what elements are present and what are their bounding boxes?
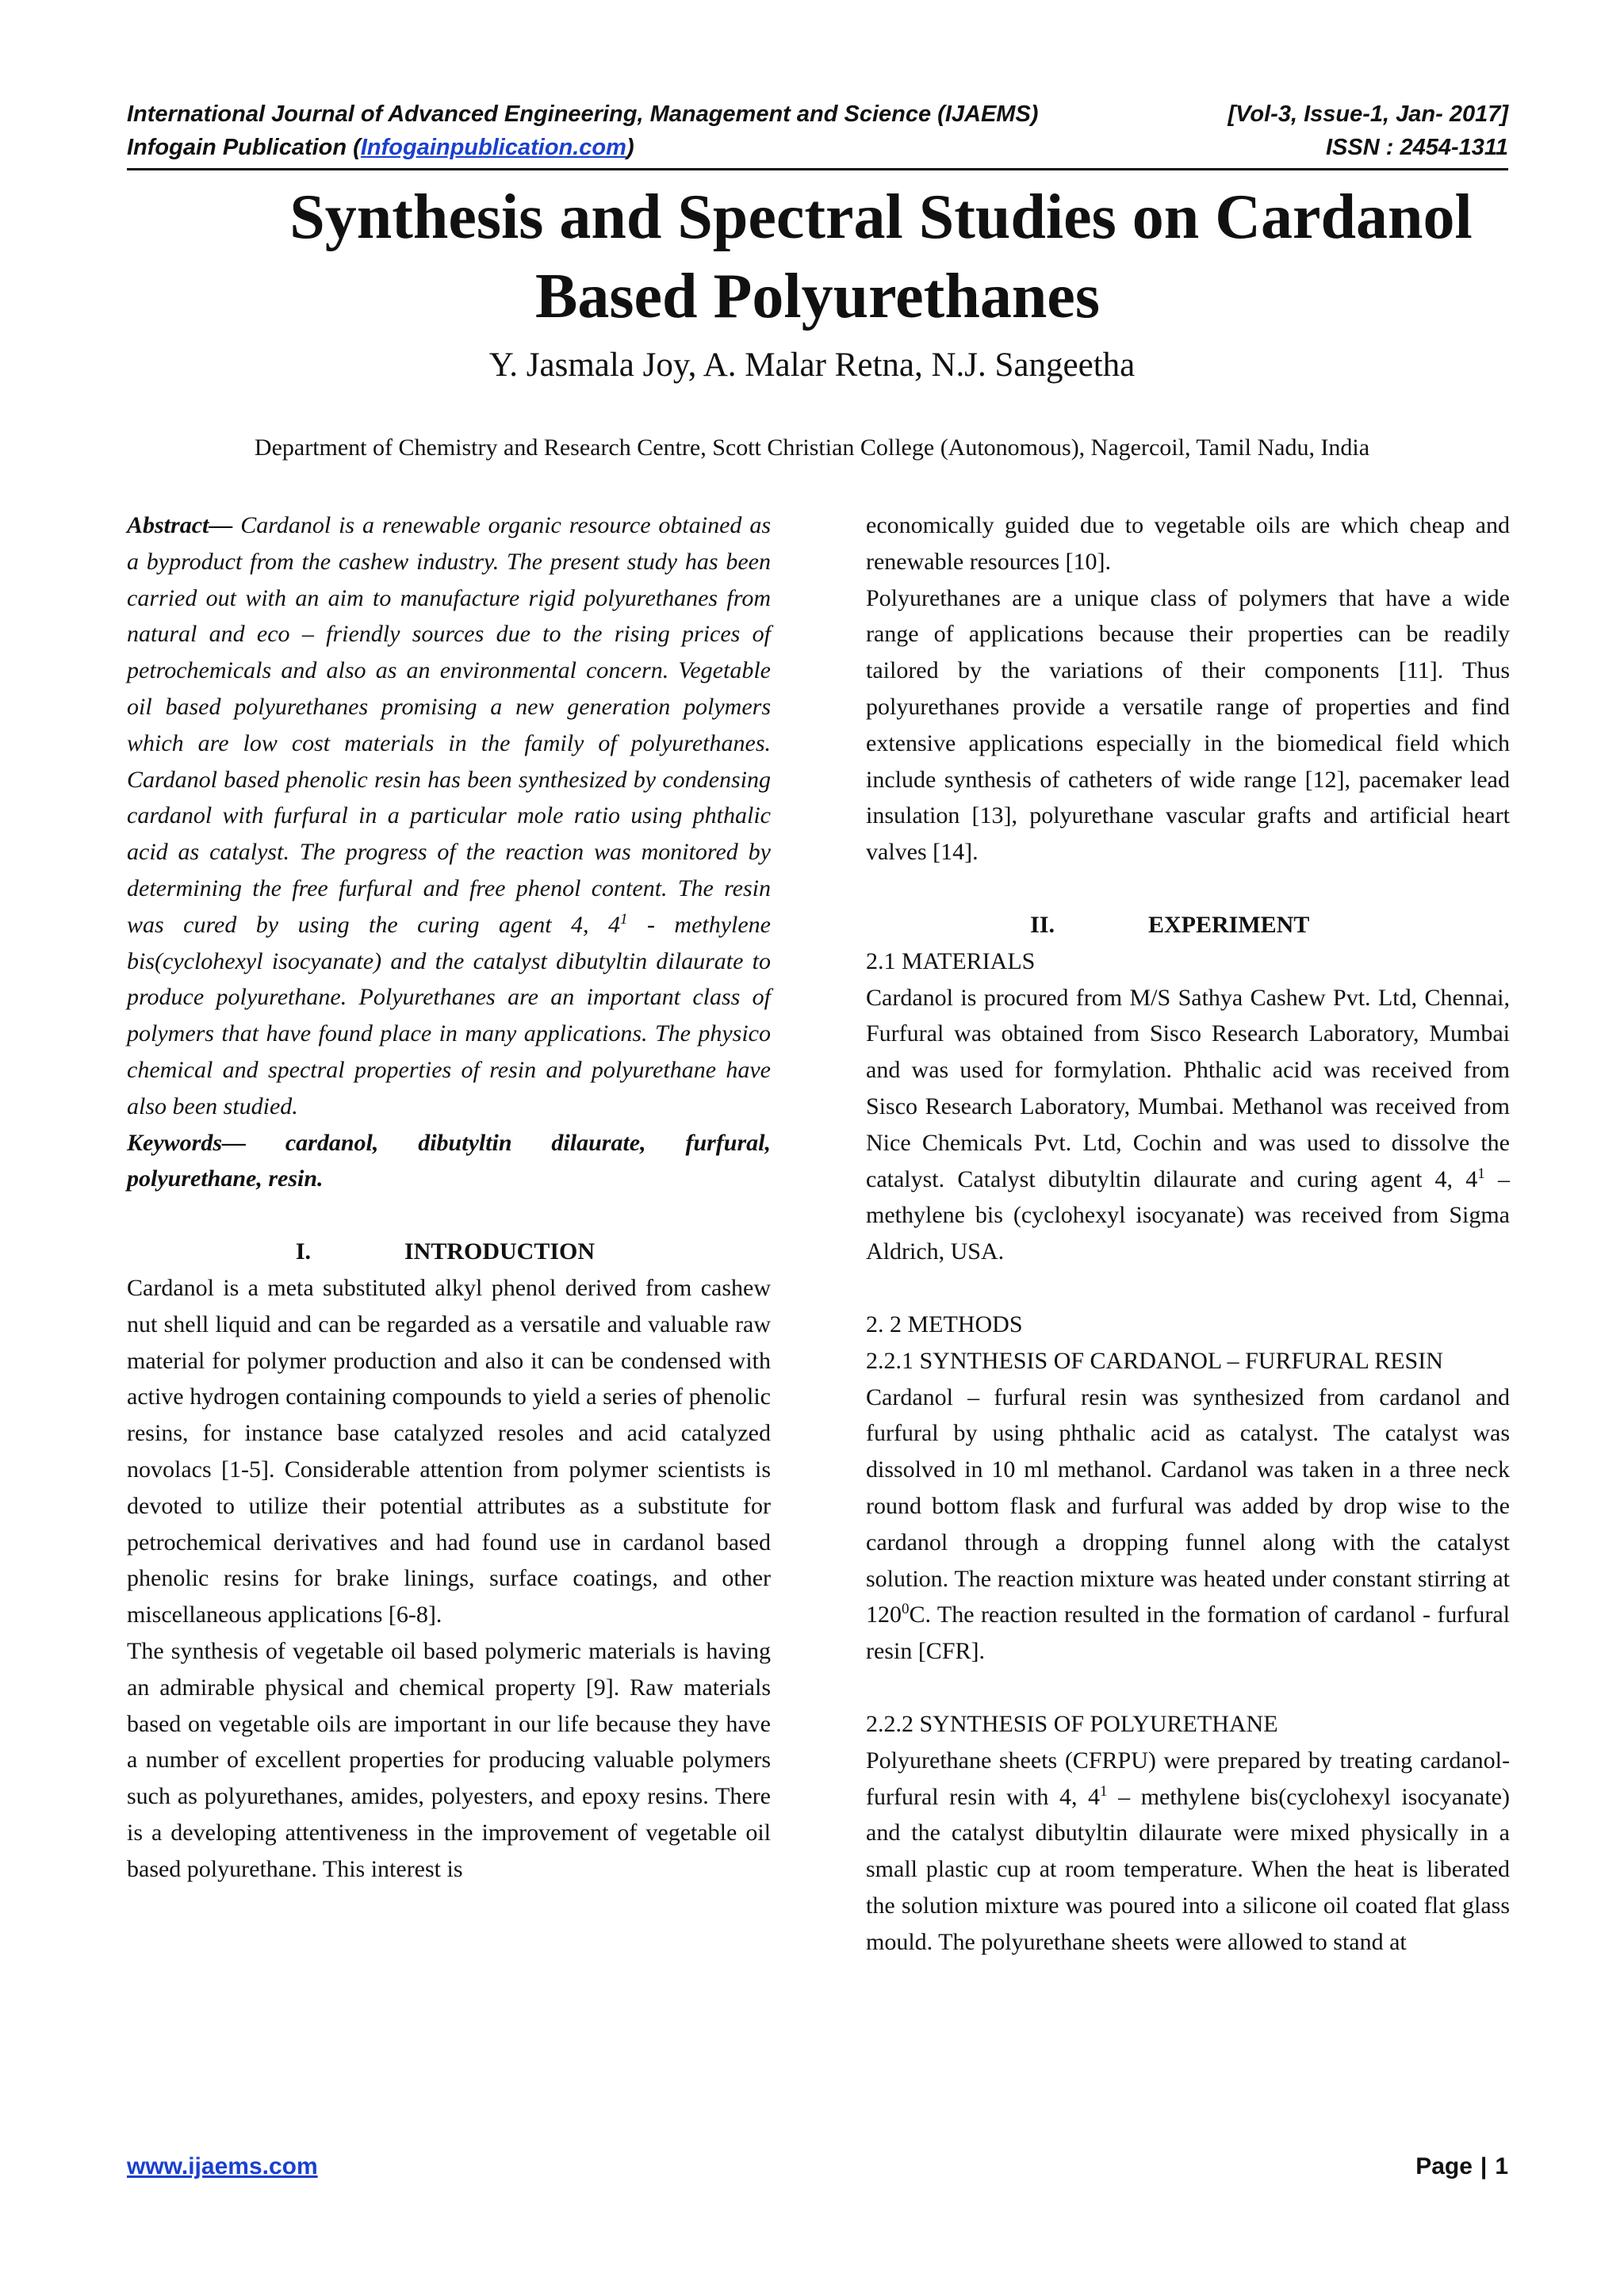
synthesis-pu-heading: 2.2.2 SYNTHESIS OF POLYURETHANE — [866, 1710, 1278, 1737]
volume-issue: [Vol-3, Issue-1, Jan- 2017] — [1228, 101, 1508, 127]
intro-paragraph-1: Cardanol is a meta substituted alkyl phenol derived from cashew nut shell liquid and can be regarded as a versatile and valuable raw material for polymer production and also it can be condensed with active hydrogen containing compounds to yield a series of phenolic resins, for instance base catalyzed resoles and acid catalyzed novolacs [1-5]. Considerable attention from polymer scientists is devoted to utilize their potential attributes as a substitute for petrochemical derivatives and had found use in cardanol based phenolic resins for brake linings, surface coatings, and other miscellaneous applications [6-8]. — [127, 1274, 771, 1628]
synthesis-pu-text-b: – methylene bis(cyclohexyl isocyanate) and the catalyst dibutyltin dilaurate were mixed physically in a small plastic cup at room temperature. When the heat is liberated the solution mixture was poured into a silicone oil coated flat glass mould. The polyurethane sheets were allowed to stand at — [866, 1783, 1510, 1955]
intro-title: INTRODUCTION — [404, 1238, 596, 1265]
methods-heading: 2. 2 METHODS — [866, 1311, 1023, 1337]
materials-text-a: Cardanol is procured from M/S Sathya Cashew Pvt. Ltd, Chennai, Furfural was obtained from Sisco Research Laboratory, Mumbai and was used for formylation. Phthalic acid was received from Sisco Research Laboratory, Mumbai. Methanol was received from Nice Chemicals Pvt. Ltd, Cochin and was used to dissolve the catalyst. Catalyst dibutyltin dilaurate and curing agent 4, 4 — [866, 984, 1510, 1192]
experiment-heading — [866, 907, 1510, 943]
abstract-label: Abstract— — [127, 512, 233, 538]
header-rule — [127, 168, 1508, 170]
publisher-header — [127, 135, 1508, 161]
page-number: 1 — [1495, 2153, 1508, 2179]
right-column — [866, 507, 1510, 1960]
issn: ISSN : 2454-1311 — [1326, 135, 1508, 160]
experiment-title: EXPERIMENT — [1148, 911, 1310, 938]
materials-text — [866, 980, 1510, 1270]
left-column — [127, 507, 771, 1887]
right-paragraph-2: Polyurethanes are a unique class of polymers that have a wide range of applications because their properties can be readily tailored by the variations of their components [11]. Thus polyurethanes provide a versatile range of properties and find extensive applications especially in the biomedical field which include synthesis of catheters of wide range [12], pacemaker lead insulation [13], polyurethane vascular grafts and artificial heart valves [14]. — [866, 584, 1510, 866]
abstract-text: Cardanol is a renewable organic resource obtained as a byproduct from the cashew industry. The present study has been carried out with an aim to manufacture rigid polyurethanes from natural and eco – friendly sources due to the rising prices of petrochemicals and also as an environmental concern. Vegetable oil based polyurethanes promising a new generation polymers which are low cost materials in the family of polyurethanes. Cardanol based phenolic resin has been synthesized by condensing cardanol with furfural in a particular mole ratio using phthalic acid as catalyst. The progress of the reaction was monitored by determining the free furfural and free phenol content. The resin was cured by using the curing agent 4, 4 — [127, 512, 771, 938]
title-line-2: Based Polyurethanes — [535, 262, 1100, 331]
synthesis-cfr-text-a: Cardanol – furfural resin was synthesized from cardanol and furfural by using phthalic acid as catalyst. The catalyst was dissolved in 10 ml methanol. Cardanol was taken in a three neck round bottom flask and furfural was added by drop wise to the cardanol through a dropping funnel along with the catalyst solution. The reaction mixture was heated under constant stirring at 120 — [866, 1383, 1510, 1628]
authors: Y. Jasmala Joy, A. Malar Retna, N.J. Sangeetha — [488, 346, 1136, 384]
publisher-suffix: ) — [626, 135, 634, 160]
synthesis-cfr-heading: 2.2.1 SYNTHESIS OF CARDANOL – FURFURAL RESIN — [866, 1347, 1443, 1374]
synthesis-pu-text-a: Polyurethane sheets (CFRPU) were prepared by treating cardanol- furfural resin with 4, 4 — [866, 1747, 1510, 1810]
abstract — [127, 507, 771, 1125]
synthesis-pu-text — [866, 1743, 1510, 1961]
experiment-num: II. — [1030, 911, 1055, 938]
page-label: Page — [1415, 2153, 1473, 2179]
keywords: Keywords— cardanol, dibutyltin dilaurate, furfural, polyurethane, resin. — [127, 1129, 771, 1192]
journal-name: International Journal of Advanced Engineering, Management and Science (IJAEMS) — [127, 101, 1039, 127]
materials-sup: 1 — [1477, 1165, 1485, 1182]
journal-site-link[interactable]: www.ijaems.com — [127, 2153, 318, 2179]
affiliation: Department of Chemistry and Research Centre, Scott Christian College (Autonomous), Nagercoil, Tamil Nadu, India — [254, 434, 1370, 461]
synthesis-cfr-text — [866, 1380, 1510, 1670]
synthesis-pu-sup: 1 — [1100, 1782, 1108, 1800]
right-paragraph-1: economically guided due to vegetable oils are which cheap and renewable resources [10]. — [866, 512, 1510, 575]
materials-heading: 2.1 MATERIALS — [866, 947, 1036, 974]
synthesis-cfr-text-b: C. The reaction resulted in the formation of cardanol - furfural resin [CFR]. — [866, 1601, 1510, 1665]
synthesis-cfr-sup: 0 — [902, 1601, 910, 1618]
intro-heading — [127, 1234, 771, 1270]
publisher-prefix: Infogain Publication ( — [127, 135, 361, 160]
intro-paragraph-2: The synthesis of vegetable oil based polymeric materials is having an admirable physical and chemical property [9]. Raw materials based on vegetable oils are important in our life because they have a number of excellent properties for producing valuable polymers such as polyurethanes, amides, polyesters, and epoxy resins. There is a developing attentiveness in the improvement of vegetable oil based polyurethane. This interest is — [127, 1637, 771, 1882]
page-footer — [127, 2153, 1508, 2180]
materials-text-b: – methylene bis (cyclohexyl isocyanate) was received from Sigma Aldrich, USA. — [866, 1165, 1511, 1265]
page-separator: | — [1480, 2153, 1488, 2179]
journal-header — [127, 101, 1508, 128]
page-indicator — [1415, 2153, 1508, 2180]
publisher-link[interactable]: Infogainpublication.com — [360, 135, 626, 160]
abstract-sup: 1 — [620, 910, 628, 928]
intro-num: I. — [295, 1238, 311, 1265]
paper-title — [127, 181, 1508, 339]
abstract-text-2: - methylene bis(cyclohexyl isocyanate) and the catalyst dibutyltin dilaurate to produce polyurethane. Polyurethanes are an important class of polymers that have found place in many applications. The physico chemical and spectral properties of resin and polyurethane have also been studied. — [127, 911, 772, 1119]
title-line-1: Synthesis and Spectral Studies on Cardanol — [289, 182, 1473, 252]
